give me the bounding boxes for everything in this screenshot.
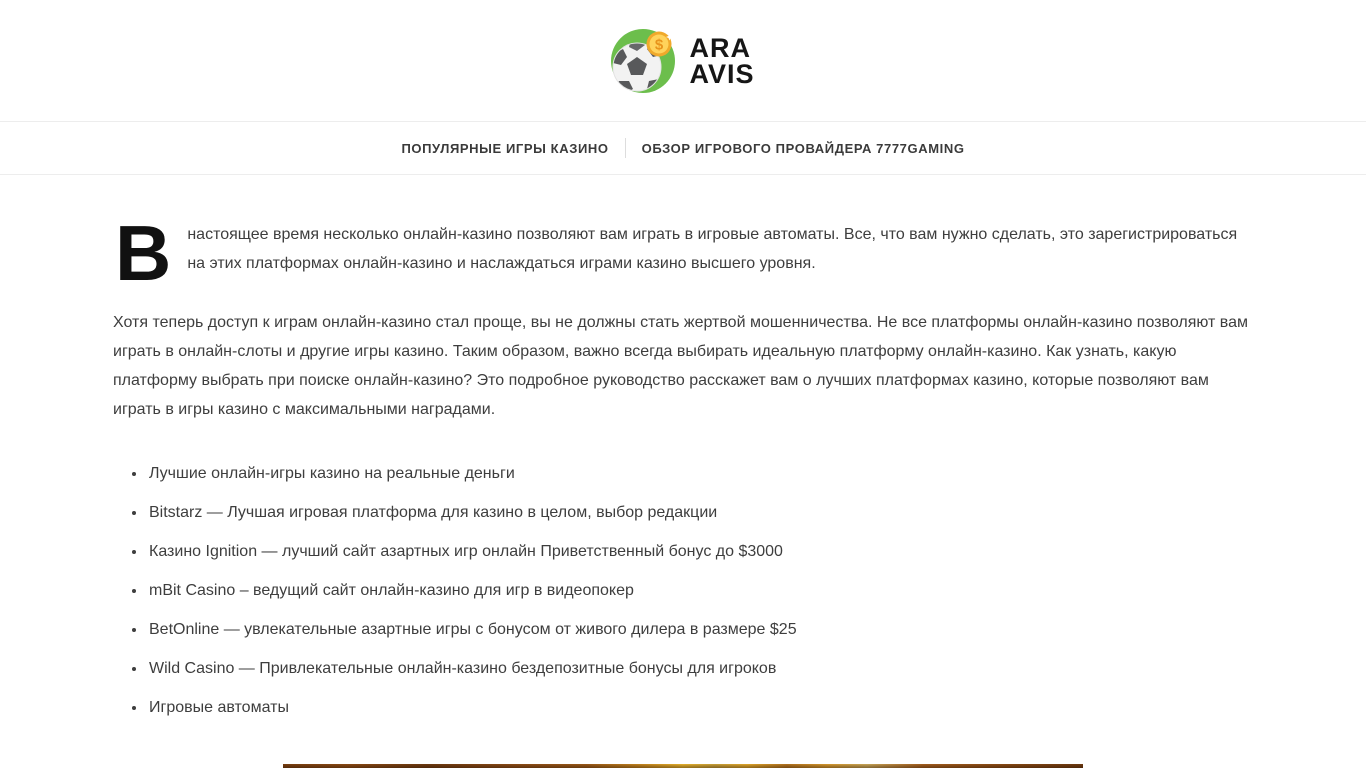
casino-article-image <box>283 764 1083 768</box>
article-content <box>113 175 1253 768</box>
intro-paragraph <box>113 209 1253 297</box>
site-logo[interactable] <box>611 29 754 93</box>
drop-cap: В <box>115 209 172 297</box>
main-nav <box>0 121 1366 175</box>
logo-line-1: ARA <box>689 32 751 63</box>
casino-list <box>113 459 1253 722</box>
list-item: • BetOnline — увлекательные азартные игры с бонусом от живого дилера в размере $25 <box>147 615 1253 644</box>
list-item: • Wild Casino — Привлекательные онлайн-казино бездепозитные бонусы для игроков <box>147 654 1253 683</box>
second-paragraph: Хотя теперь доступ к играм онлайн-казино стал проще, вы не должны стать жертвой мошенничества. Не все платформы онлайн-казино позволяют вам играть в онлайн-слоты и другие игры казино. Таким образом, важно всегда выбирать идеальную платформу онлайн-казино. Как узнать, какую платформу выбрать при поиске онлайн-казино? Это подробное руководство расскажет вам о лучших платформах казино, которые позволяют вам играть в игры казино с максимальными наградами. <box>113 314 1249 418</box>
nav-item-7777gaming-review[interactable]: ОБЗОР ИГРОВОГО ПРОВАЙДЕРА 7777GAMING <box>641 140 965 156</box>
intro-text: настоящее время несколько онлайн-казино позволяют вам играть в игровые автоматы. Все, что вам нужно сделать, это зарегистрироваться на этих платформах онлайн-казино и наслаждаться играми казино высшего уровня. <box>187 226 1238 272</box>
nav-item-popular-casino-games[interactable]: ПОПУЛЯРНЫЕ ИГРЫ КАЗИНО <box>401 140 609 156</box>
list-item: • Казино Ignition — лучший сайт азартных игр онлайн Приветственный бонус до $3000 <box>147 537 1253 566</box>
svg-text:$: $ <box>655 36 664 53</box>
soccer-ball-coin-icon <box>611 29 675 93</box>
list-item: • Игровые автоматы <box>147 693 1253 722</box>
list-item: • Bitstarz — Лучшая игровая платформа для казино в целом, выбор редакции <box>147 498 1253 527</box>
site-header <box>0 0 1366 121</box>
list-item: • Лучшие онлайн-игры казино на реальные деньги <box>147 459 1253 488</box>
list-item: • mBit Casino – ведущий сайт онлайн-казино для игр в видеопокер <box>147 576 1253 605</box>
logo-line-2: AVIS <box>689 58 755 89</box>
logo-wordmark <box>689 32 755 89</box>
